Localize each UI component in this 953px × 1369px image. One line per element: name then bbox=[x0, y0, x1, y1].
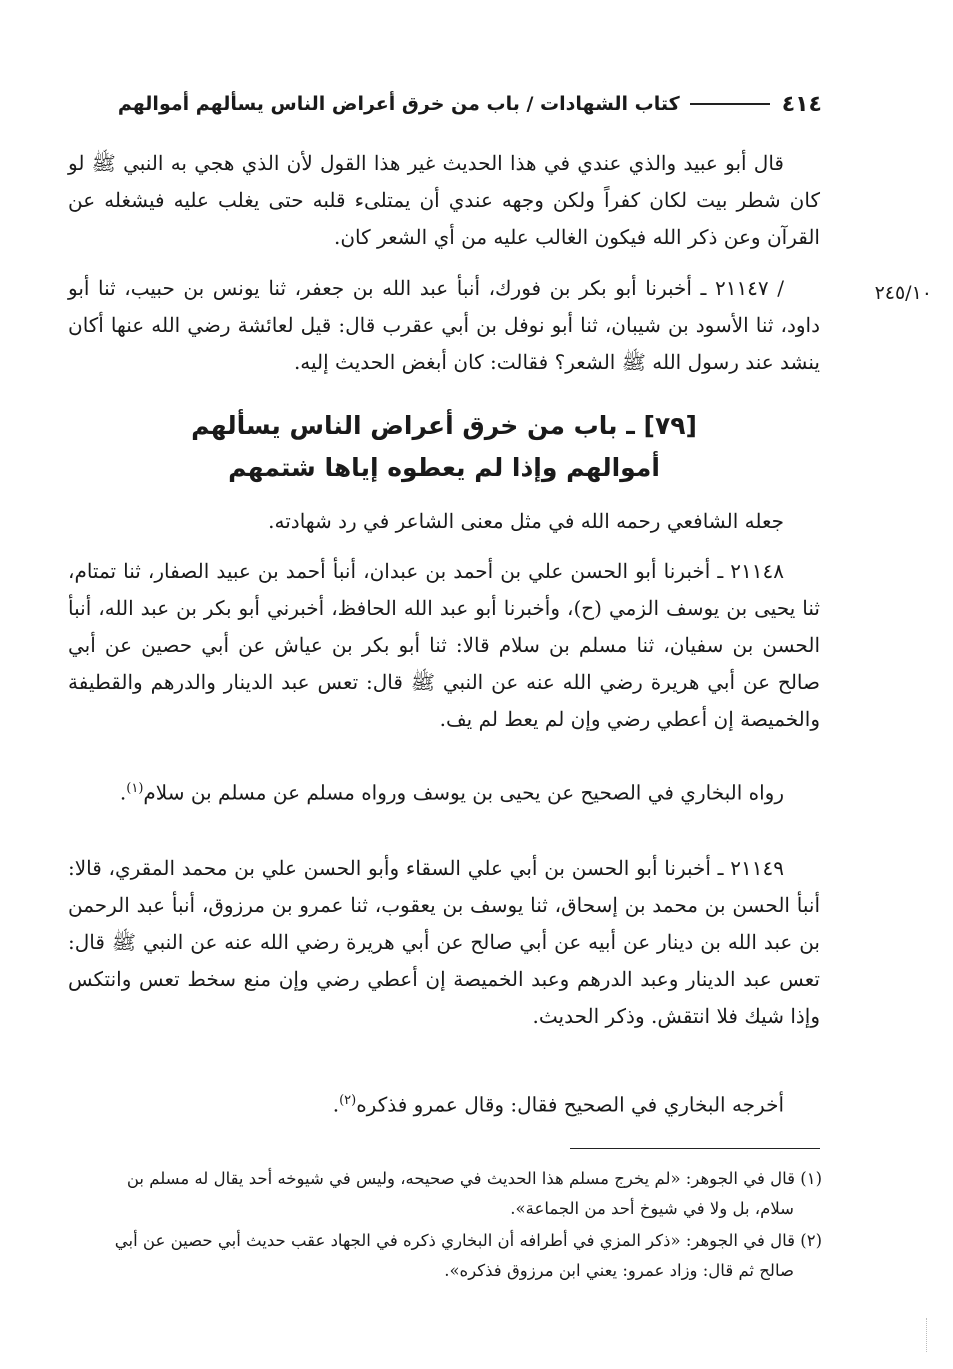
paragraph-bukhari-muslim-text: رواه البخاري في الصحيح عن يحيى بن يوسف ورواه مسلم عن مسلم بن سلام bbox=[143, 780, 784, 805]
footnote-ref-2: (٢) bbox=[339, 1093, 357, 1108]
footnotes bbox=[64, 1164, 822, 1288]
footnote-ref-1: (١) bbox=[126, 781, 144, 796]
hadith-21148: ٢١١٤٨ ـ أخبرنا أبو الحسن علي بن أحمد بن عبدان، أنبأ أحمد بن عبيد الصفار، ثنا تمتام، ثنا يحيى بن يوسف الزمي (ح)، وأخبرنا أبو عبد الله الحافظ، أخبرني أبو بكر بن عبد الله، أنبأ الحسن بن سفيان، ثنا مسلم بن سلام قالا: ثنا أبو بكر بن عياش عن أبي حصين عن أبي صالح عن أبي هريرة رضي الله عنه عن النبي ﷺ قال: تعس عبد الدينار والدرهم والقطيفة والخميصة إن أعطي رضي وإن لم يعط لم يف. bbox=[68, 559, 820, 731]
paragraph-bukhari-muslim-end: . bbox=[119, 780, 127, 805]
paragraph-bukhari-takhrij-end: . bbox=[332, 1092, 340, 1117]
scan-edge-mark bbox=[926, 1318, 933, 1352]
header-rule bbox=[690, 103, 770, 105]
hadith-21147: / ٢١١٤٧ ـ أخبرنا أبو بكر بن فورك، أنبأ عبد الله بن جعفر، ثنا يونس بن حبيب، ثنا أبو داود، ثنا الأسود بن شيبان، ثنا أبو نوفل بن أبي عقرب قال: قيل لعائشة رضي الله عنها أكان ينشد عند رسول الله ﷺ الشعر؟ فقالت: كان أبغض الحديث إليه. bbox=[68, 276, 820, 374]
chapter-heading-line-1: [٧٩] ـ باب من خرق أعراض الناس يسألهم bbox=[191, 411, 697, 440]
paragraph-bukhari-muslim bbox=[68, 770, 820, 812]
footnote-2-line-2: صالح ثم قال: وزاد عمرو: يعني ابن مرزوق فذكره». bbox=[444, 1261, 794, 1280]
page-number: ٤١٤ bbox=[781, 91, 822, 117]
footnote-1-line-1: (١) قال في الجوهر: «لم يخرج مسلم هذا الحديث في صحيحه، وليس في شيوخه أحد يقال له مسلم بن bbox=[126, 1169, 822, 1188]
footnote-separator bbox=[570, 1148, 820, 1149]
volume-page-reference: ٢٤٥/١٠ bbox=[874, 282, 932, 304]
footnote-1-line-2: سلام، بل ولا في شيوخ أحد من الجماعة». bbox=[510, 1199, 794, 1218]
paragraph-shafii: جعله الشافعي رحمه الله في مثل معنى الشاعر في رد شهادته. bbox=[268, 509, 784, 533]
chapter-heading bbox=[68, 405, 820, 489]
running-title: كتاب الشهادات / باب من خرق أعراض الناس يسألهم أموالهم bbox=[117, 93, 680, 115]
footnote-1 bbox=[64, 1164, 822, 1224]
chapter-heading-line-2: أموالهم وإذا لم يعطوه إياها شتمهم bbox=[228, 453, 660, 482]
page-header bbox=[64, 84, 822, 124]
footnote-2-line-1: (٢) قال في الجوهر: «ذكر المزي في أطرافه أن البخاري ذكره في الجهاد عقب حديث أبي حصين عن أبي bbox=[114, 1231, 822, 1250]
paragraph-bukhari-takhrij bbox=[68, 1082, 820, 1124]
footnote-2 bbox=[64, 1226, 822, 1286]
paragraph-bukhari-takhrij-text: أخرجه البخاري في الصحيح فقال: وقال عمرو فذكره bbox=[356, 1092, 784, 1117]
hadith-21149: ٢١١٤٩ ـ أخبرنا أبو الحسن بن أبي علي السقاء وأبو الحسن علي بن محمد المقري، قالا: أنبأ الحسن بن محمد بن إسحاق، ثنا يوسف بن يعقوب، ثنا عمرو بن مرزوق، أنبأ عبد الرحمن بن عبد الله بن دينار عن أبيه عن أبي صالح عن أبي هريرة رضي الله عنه عن النبي ﷺ قال: تعس عبد الدينار وعبد الدرهم وعبد الخميصة إن أعطي رضي وإن منع سخط تعس وانتكس وإذا شيك فلا انتقش. وذكر الحديث. bbox=[68, 856, 820, 1028]
paragraph-abu-ubaid: قال أبو عبيد والذي عندي في هذا الحديث غير هذا القول لأن الذي هجي به النبي ﷺ لو كان شطر بيت لكان كفراً ولكن وجهه عندي أن يمتلىء قلبه حتى يغلب عليه فيشغله عن القرآن وعن ذكر الله فيكون الغالب عليه من أي الشعر كان. bbox=[68, 151, 820, 249]
